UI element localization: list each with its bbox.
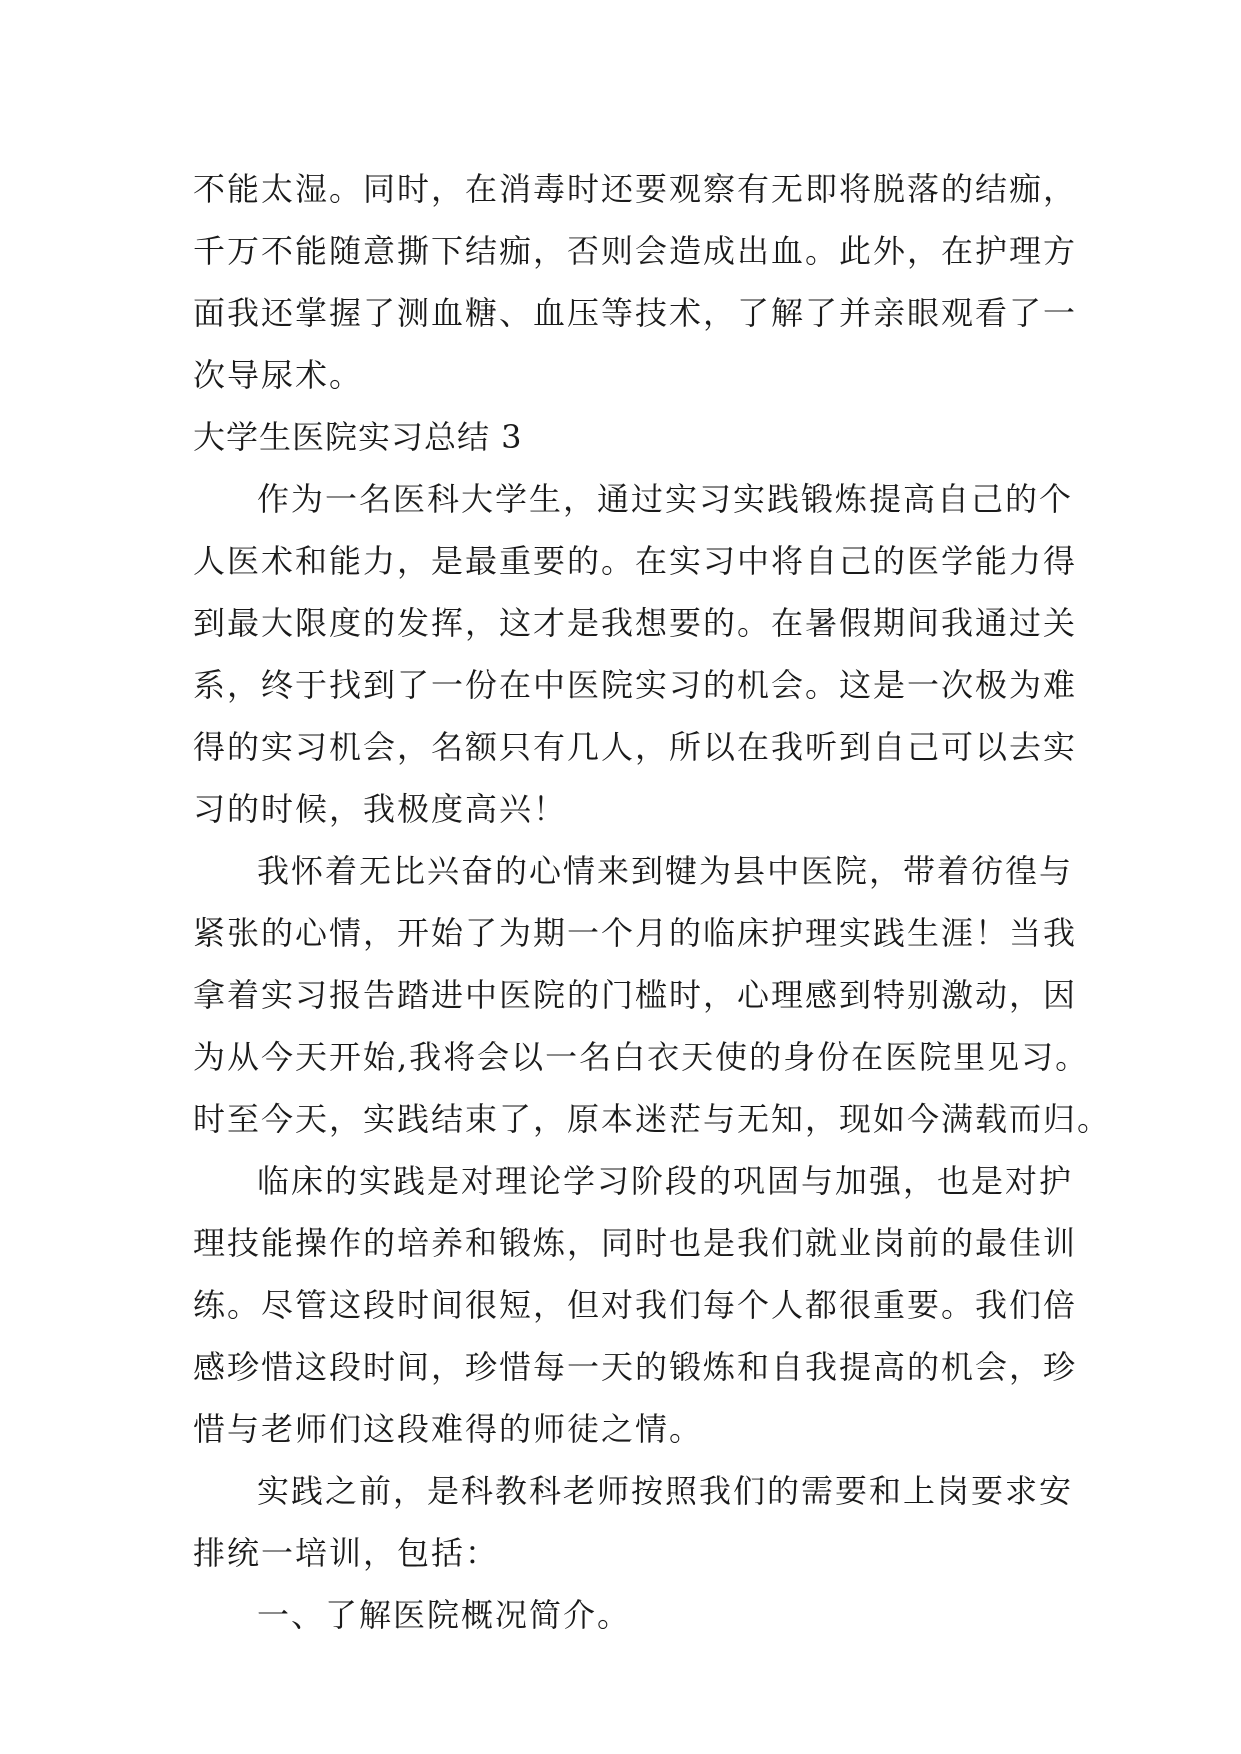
text-line: 次导尿术。	[193, 356, 364, 394]
text-line: 感珍惜这段时间，珍惜每一天的锻炼和自我提高的机会，珍	[193, 1348, 1078, 1386]
text-line: 面我还掌握了测血糖、血压等技术，了解了并亲眼观看了一	[193, 294, 1078, 332]
paragraph-first-line: 作为一名医科大学生，通过实习实践锻炼提高自己的个	[257, 480, 1074, 518]
text-line: 习的时候，我极度高兴！	[193, 790, 568, 828]
text-line: 为从今天开始,我将会以一名白衣天使的身份在医院里见习。	[193, 1038, 1090, 1076]
text-line: 到最大限度的发挥，这才是我想要的。在暑假期间我通过关	[193, 604, 1078, 642]
text-line: 人医术和能力，是最重要的。在实习中将自己的医学能力得	[193, 542, 1078, 580]
text-line: 排统一培训，包括：	[193, 1534, 500, 1572]
paragraph-first-line: 临床的实践是对理论学习阶段的巩固与加强，也是对护	[257, 1162, 1074, 1200]
text-line: 得的实习机会，名额只有几人，所以在我听到自己可以去实	[193, 728, 1078, 766]
text-line: 紧张的心情，开始了为期一个月的临床护理实践生涯！当我	[193, 914, 1078, 952]
text-line: 练。尽管这段时间很短，但对我们每个人都很重要。我们倍	[193, 1286, 1078, 1324]
list-item: 一、了解医院概况简介。	[257, 1596, 632, 1634]
document-body	[193, 158, 1112, 1646]
text-line: 系，终于找到了一份在中医院实习的机会。这是一次极为难	[193, 666, 1078, 704]
text-line: 千万不能随意撕下结痂，否则会造成出血。此外，在护理方	[193, 232, 1078, 270]
text-line: 惜与老师们这段难得的师徒之情。	[193, 1410, 704, 1448]
paragraph-first-line: 实践之前，是科教科老师按照我们的需要和上岗要求安	[257, 1472, 1074, 1510]
text-line: 拿着实习报告踏进中医院的门槛时，心理感到特别激动，因	[193, 976, 1078, 1014]
paragraph-first-line: 我怀着无比兴奋的心情来到犍为县中医院，带着彷徨与	[257, 852, 1074, 890]
text-line: 时至今天，实践结束了，原本迷茫与无知，现如今满载而归。	[193, 1100, 1112, 1138]
text-line: 理技能操作的培养和锻炼，同时也是我们就业岗前的最佳训	[193, 1224, 1078, 1262]
section-heading: 大学生医院实习总结 3	[193, 418, 523, 456]
text-line: 不能太湿。同时，在消毒时还要观察有无即将脱落的结痂，	[193, 170, 1078, 208]
